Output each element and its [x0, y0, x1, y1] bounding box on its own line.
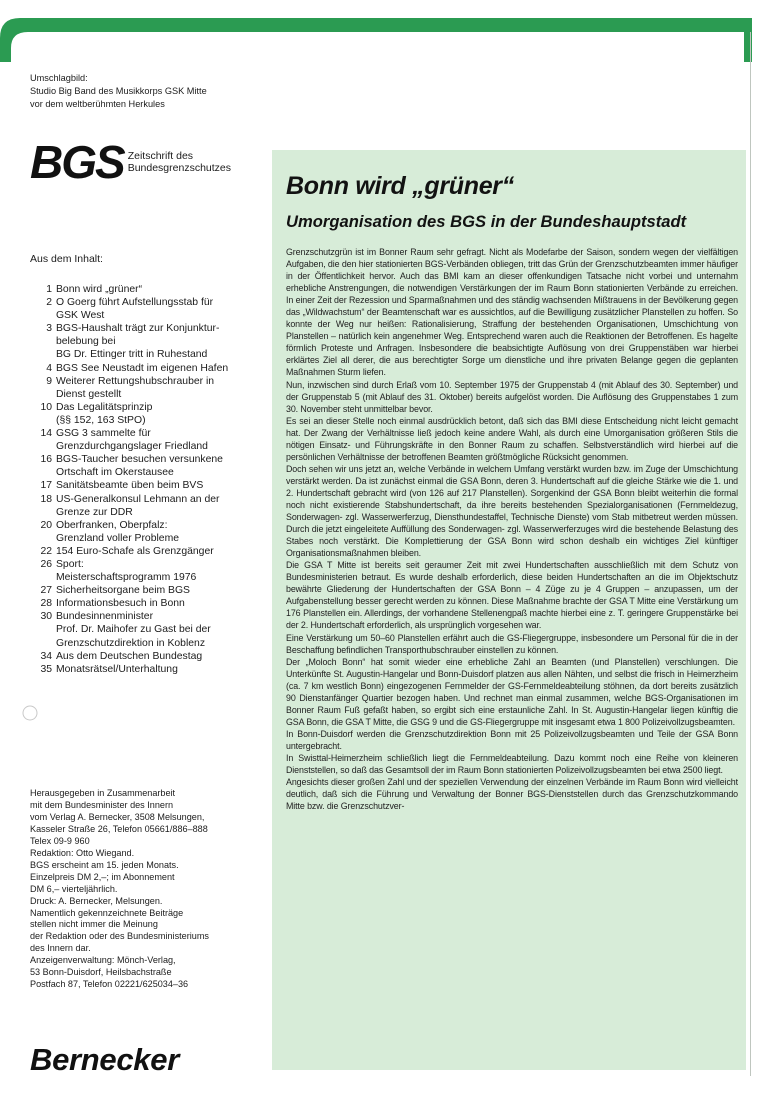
contents-page-number: 1 — [46, 284, 52, 295]
contents-item — [30, 479, 262, 492]
article-paragraph: Der „Moloch Bonn“ hat somit wieder eine erhebliche Zahl an Beamten (und Planstellen) verschlungen. Die Unterkünfte St. Augustin-Hangelar und Bonn-Duisdorf platzen aus allen Nähten, und selbst die frisch in Heimerzheim (ca. 7 km westlich Bonn) eingezogenen Fernmelder der GS-Fernmeldeabteilung stöhnen, da dort bereits zusätzlich 90 Dienstanfänger Quartier bezogen haben. Und rechnet man einmal zusammen, welche BGS-Organisationen im Bonner Raum Fuß gefaßt haben, so ergibt sich eine erstaunliche Zahl. In St. Augustin-Hangelar liegen künftig die GSA Bonn, die GSA T Mitte, die GSG 9 und die GS-Fliegergruppe mit insgesamt etwa 1 800 Polizeivollzugsbeamten. — [286, 656, 738, 727]
contents-item — [30, 427, 262, 453]
contents-title: 154 Euro-Schafe als Grenzgänger — [56, 545, 214, 557]
contents-page-number: 9 — [46, 375, 52, 387]
contents-title: Bundesinnenminister Prof. Dr. Maihofer zu Gast bei der Grenzschutzdirektion in Koblenz — [56, 611, 211, 649]
contents-page-number: 35 — [40, 663, 52, 675]
contents-title: BGS-Taucher besuchen versunkene Ortschaft im Okerstausee — [56, 454, 223, 479]
contents-title: US-Generalkonsul Lehmann an der Grenze zur DDR — [56, 493, 220, 518]
contents-title: Das Legalitätsprinzip (§§ 152, 163 StPO) — [56, 401, 153, 426]
top-color-band — [0, 0, 778, 62]
contents-item — [30, 362, 262, 375]
article-paragraph: Nun, inzwischen sind durch Erlaß vom 10. September 1975 der Gruppenstab 4 (mit Ablauf des 30. September) und der Gruppenstab 5 (mit Ablauf des 31. Oktober) bereits aufgelöst worden. Die Auflösung des Gruppenstabes 1 zum 30. November steht unmittelbar bevor. — [286, 379, 738, 414]
contents-title: Sanitätsbeamte üben beim BVS — [56, 480, 204, 492]
article — [286, 172, 738, 812]
contents-item — [30, 663, 262, 676]
page-edge-rule — [750, 32, 751, 1076]
contents-item — [30, 493, 262, 519]
cover-caption-line: Studio Big Band des Musikkorps GSK Mitte — [30, 85, 207, 96]
contents-title: Oberfranken, Oberpfalz: Grenzland voller Probleme — [56, 519, 180, 544]
contents-title: Aus dem Deutschen Bundestag — [56, 650, 203, 662]
contents-page-number: 10 — [40, 401, 52, 413]
contents-item — [30, 283, 262, 296]
contents-item — [30, 375, 262, 401]
contents-title: Informationsbesuch in Bonn — [56, 598, 185, 610]
contents-item — [30, 558, 262, 584]
contents-item — [30, 584, 262, 597]
contents-item — [30, 545, 262, 558]
publisher-logo: Bernecker — [30, 1042, 179, 1077]
article-paragraph: In Swisttal-Heimerzheim schließlich liegt die Fernmeldeabteilung. Dazu kommt noch eine Reihe von kleineren Dienststellen, so daß das Gesamtsoll der im Raum Bonn stationierten Polizeivollzugsbeamten bei etwa 2500 liegt. — [286, 752, 738, 776]
article-paragraph: Angesichts dieser großen Zahl und der speziellen Verwendung der einzelnen Verbände im Raum Bonn wird vielleicht deutlich, daß sich die Führung und Verwaltung der Bonner BGS-Dienststellen durch das Grenzschutzkommando Mitte bzw. die Grenzschutzver- — [286, 777, 738, 812]
contents-title: Monatsrätsel/Unterhaltung — [56, 663, 178, 675]
contents-title: Weiterer Rettungshubschrauber in Dienst gestellt — [56, 375, 215, 400]
article-paragraph: Es sei an dieser Stelle noch einmal ausdrücklich betont, daß sich das BMI diese Entscheidung nicht leicht gemacht hat. Der Zwang der Verhältnisse ließ jedoch keine andere Wahl, als durch eine Umorganisation größeren Stils die nötigen Einsatz- und Führungskräfte in den Bonner Raum zu schaffen. Selbstverständlich wird hierbei auf die persönlichen Verhältnisse der betroffenen Beamten größtmögliche Rücksicht genommen. — [286, 415, 738, 462]
article-paragraph: In Bonn-Duisdorf werden die Grenzschutzdirektion Bonn mit 25 Polizeivollzugsbeamten und Teile der GSA Bonn untergebracht. — [286, 728, 738, 751]
contents-item — [30, 453, 262, 479]
article-paragraph: Grenzschutzgrün ist im Bonner Raum sehr gefragt. Nicht als Modefarbe der Saison, sondern wegen der vielfältigen Aufgaben, die den hier stationierten BGS-Verbänden obliegen, tritt das Grün der Grenzschutzbeamten immer häufiger in der Öffentlichkeit hervor. Auch das BMI kam an dieser offenkundigen Tatsache nicht vorbei und unternahm erhebliche Anstrengungen, die notwendigen Verstärkungen der im Raum Bonn stationierten Verbände zu erreichen. In einer Zeit der Rezession und Sparmaßnahmen und des ständig wachsenden Mißtrauens in der Bevölkerung gegen das „Wildwachstum“ der Beamtenschaft war es aussichtlos, auf die Bewilligung zusätzlicher Planstellen zu hoffen. So konnte der Weg nur heißen: Rationalisierung, Straffung der bestehenden Organisationen, Umschichtung von Planstellen – natürlich kein angenehmer Weg. Entsprechend waren auch die Reaktionen der Betroffenen. Es hagelte förmlich Proteste und Anfragen. Insbesondere die beabsichtigte Auflösung von drei Gruppenstäben war hierbei erklärtes Ziel all derer, die aus berechtigter Sorge um dienstliche und ihre privaten Belange gegen die geplanten Maßnahmen Sturm liefen. — [286, 247, 738, 378]
contents-title: BGS-Haushalt trägt zur Konjunktur- belebung bei BG Dr. Ettinger tritt in Ruhestand — [56, 323, 220, 361]
contents-title: O Goerg führt Aufstellungsstab für GSK West — [56, 297, 214, 322]
cover-caption — [30, 72, 262, 110]
contents-page-number: 26 — [40, 558, 52, 570]
contents-page-number: 16 — [40, 454, 52, 466]
imprint: Herausgegeben in Zusammenarbeit mit dem Bundesminister des Innern vom Verlag A. Bernecker, 3508 Melsungen, Kasseler Straße 26, Telefon 05661/886–888 Telex 09-9 960 Redaktion: Otto Wiegand. BGS erscheint am 15. jeden Monats. Einzelpreis DM 2,–; im Abonnement DM 6,– vierteljährlich. Druck: A. Bernecker, Melsungen. Namentlich gekennzeichnete Beiträge stellen nicht immer die Meinung der Redaktion oder des Bundesministeriums des Innern dar. Anzeigenverwaltung: Mönch-Verlag, 53 Bonn-Duisdorf, Heilsbachstraße Postfach 87, Telefon 02221/625034–36 — [30, 788, 209, 990]
contents-page-number: 14 — [40, 428, 52, 440]
contents-page-number: 17 — [40, 480, 52, 492]
contents-page-number: 28 — [40, 598, 52, 610]
masthead-subtitle-line: Bundesgrenzschutzes — [127, 162, 232, 174]
contents-item — [30, 296, 262, 322]
article-subheadline: Umorganisation des BGS in der Bundeshauptstadt — [286, 212, 687, 231]
contents-item — [30, 610, 262, 649]
contents-item — [30, 519, 262, 545]
contents-page-number: 27 — [40, 585, 52, 597]
article-paragraph: Eine Verstärkung um 50–60 Planstellen erfährt auch die GS-Fliegergruppe, insbesondere um Personal für die in der Beschaffung befindlichen Transporthubschrauber einstellen zu können. — [286, 632, 738, 655]
left-column — [30, 72, 262, 1077]
contents-item — [30, 597, 262, 610]
masthead — [30, 136, 232, 188]
contents-heading: Aus dem Inhalt: — [30, 253, 103, 265]
contents-item — [30, 401, 262, 427]
contents-title: GSG 3 sammelte für Grenzdurchgangslager Friedland — [56, 428, 208, 453]
contents-item — [30, 650, 262, 663]
contents-title: Bonn wird „grüner“ — [56, 284, 143, 295]
contents-title: Sport: Meisterschaftsprogramm 1976 — [56, 558, 197, 584]
masthead-subtitle-line: Zeitschrift des — [127, 150, 194, 162]
punch-hole-mark — [22, 705, 38, 721]
contents-item — [30, 322, 262, 361]
table-of-contents — [30, 283, 262, 676]
cover-caption-line: vor dem weltberühmten Herkules — [30, 98, 165, 109]
bgs-logo: BGS — [30, 136, 124, 188]
article-body — [286, 246, 738, 812]
contents-title: Sicherheitsorgane beim BGS — [56, 585, 190, 597]
contents-page-number: 20 — [40, 519, 52, 531]
contents-page-number: 30 — [40, 611, 52, 623]
contents-page-number: 34 — [40, 650, 52, 662]
article-paragraph: Die GSA T Mitte ist bereits seit geraumer Zeit mit zwei Hundertschaften ausschließlich mit dem Schutz von Bundesministerien betraut. Es wurde deshalb erforderlich, diese beiden Hundertschaften an die im Objektschutz bewährte Gliederung der Hundertschaften der GSA Bonn – 4 Züge zu je 4 Gruppen – anzupassen, um der Aufgabenstellung besser gerecht werden zu können. Diese Maßnahme brachte der GSA T Mitte eine Verstärkung um 176 Planstellen ein. Allerdings, der vorhandene Stellenengpaß machte hierbei eine z. T. geringere Gruppenstärke bei der 2. Hundertschaft erforderlich, als ursprünglich vorgesehen war. — [286, 560, 738, 631]
contents-page-number: 2 — [46, 297, 52, 309]
contents-page-number: 18 — [40, 493, 52, 505]
contents-page-number: 3 — [46, 323, 52, 335]
masthead-subtitle — [128, 150, 231, 174]
article-paragraph: Doch sehen wir uns jetzt an, welche Verbände in welchem Umfang verstärkt wurden bzw. im Zuge der Umschichtung verstärkt werden. Da ist zunächst einmal die GSA Bonn, deren 3. Hundertschaft auf die gleiche Stärke wie die 1. und 2. Hundertschaft gebracht wird (von 126 auf 217 Planstellen). Sorgenkind der GSA Bonn bleibt weiterhin die formal noch nicht existierende Stabshundertschaft, da ihre bereits bestehenden Spezialorganisationen (Fernmeldezug, Sonderwagen- zgl. Wasserwerferzug, Diensthundestaffel, Technische Dienste) vom Stab mitbetreut werden müssen. Durch die jetzt eingeleitete Auffüllung des Sonderwagen- zgl. Wasserwerferzuges wird die bestehende Belastung des Stabes noch verstärkt. Die Komplettierung der GSA Bonn wird schon deshalb ein wichtiges Ziel künftiger Organisationsmaßnahmen bleiben. — [286, 463, 738, 559]
contents-title: BGS See Neustadt im eigenen Hafen — [56, 362, 229, 374]
contents-page-number: 4 — [46, 362, 52, 374]
contents-page-number: 22 — [40, 545, 52, 557]
article-headline: Bonn wird „grüner“ — [286, 172, 514, 200]
cover-caption-line: Umschlagbild: — [30, 73, 88, 83]
